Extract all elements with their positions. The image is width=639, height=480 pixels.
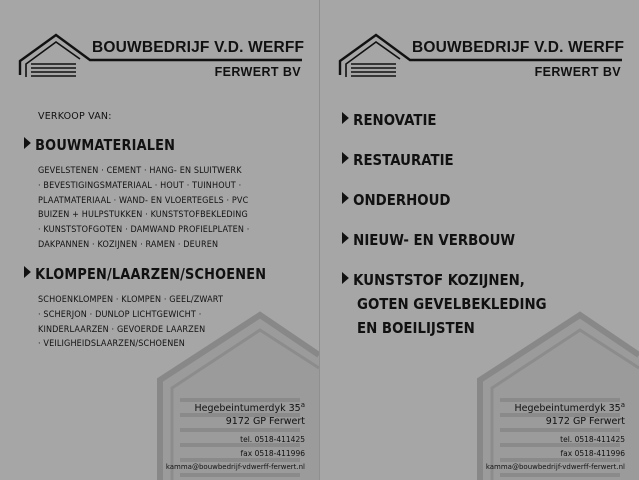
bouwmaterialen-list: [38, 164, 250, 253]
arrow-icon: [342, 112, 349, 124]
service-kunststof: KUNSTSTOF KOZIJNEN,: [342, 271, 525, 289]
service-nieuw-verbouw: NIEUW- EN VERBOUW: [342, 231, 515, 249]
company-location: FERWERT BV: [214, 65, 301, 79]
list-item: · BEVESTIGINGSMATERIAAL · HOUT · TUINHOUT ·: [38, 180, 242, 191]
service-onderhoud: ONDERHOUD: [342, 191, 450, 209]
list-item: · VEILIGHEIDSLAARZEN/SCHOENEN: [38, 339, 185, 350]
contact-postal: 9172 GP Ferwert: [545, 416, 625, 427]
arrow-icon: [342, 152, 349, 164]
contact-email: kamma@bouwbedrijf-vdwerff-ferwert.nl: [165, 463, 305, 471]
contact-fax: fax 0518-411996: [560, 449, 625, 458]
contact-street: Hegebeintumerdyk 35$^a$: [514, 401, 625, 415]
intro-text: VERKOOP VAN:: [38, 111, 112, 122]
list-item: DAKPANNEN · KOZIJNEN · RAMEN · DEUREN: [38, 239, 219, 250]
klompen-list: [38, 293, 223, 352]
service-renovatie: RENOVATIE: [342, 111, 437, 129]
arrow-icon: [342, 272, 349, 284]
arrow-icon: [342, 232, 349, 244]
contact-phone: tel. 0518-411425: [240, 435, 305, 444]
list-item: PLAATMATERIAAL · WAND- EN VLOERTEGELS · PVC: [38, 195, 249, 206]
company-name: BOUWBEDRIJF V.D. WERFF: [412, 39, 625, 56]
service-restauratie: RESTAURATIE: [342, 151, 454, 169]
contact-phone: tel. 0518-411425: [560, 435, 625, 444]
arrow-icon: [342, 192, 349, 204]
list-item: SCHOENKLOMPEN · KLOMPEN · GEEL/ZWART: [38, 295, 224, 305]
company-location: FERWERT BV: [534, 65, 621, 79]
right-panel: [320, 0, 639, 480]
service-kunststof-line3: EN BOEILIJSTEN: [357, 319, 475, 337]
contact-postal: 9172 GP Ferwert: [225, 416, 305, 427]
list-item: GEVELSTENEN · CEMENT · HANG- EN SLUITWERK: [38, 166, 242, 176]
list-item: · KUNSTSTOFGOTEN · DAMWAND PROFIELPLATEN ·: [38, 225, 250, 236]
left-panel: [0, 0, 319, 480]
arrow-icon: [24, 266, 31, 278]
company-name: BOUWBEDRIJF V.D. WERFF: [92, 39, 305, 56]
list-item: BUIZEN + HULPSTUKKEN · KUNSTSTOFBEKLEDING: [38, 210, 248, 221]
contact-fax: fax 0518-411996: [240, 449, 305, 458]
service-kunststof-line2: GOTEN GEVELBEKLEDING: [357, 295, 547, 313]
list-item: · SCHERJON · DUNLOP LICHTGEWICHT ·: [38, 309, 202, 320]
section-heading-klompen: KLOMPEN/LAARZEN/SCHOENEN: [24, 265, 266, 283]
contact-email: kamma@bouwbedrijf-vdwerff-ferwert.nl: [485, 463, 625, 471]
section-heading-bouwmaterialen: BOUWMATERIALEN: [24, 136, 175, 154]
arrow-icon: [24, 137, 31, 149]
list-item: KINDERLAARZEN · GEVOERDE LAARZEN: [38, 324, 206, 335]
contact-street: Hegebeintumerdyk 35$^a$: [194, 401, 305, 415]
